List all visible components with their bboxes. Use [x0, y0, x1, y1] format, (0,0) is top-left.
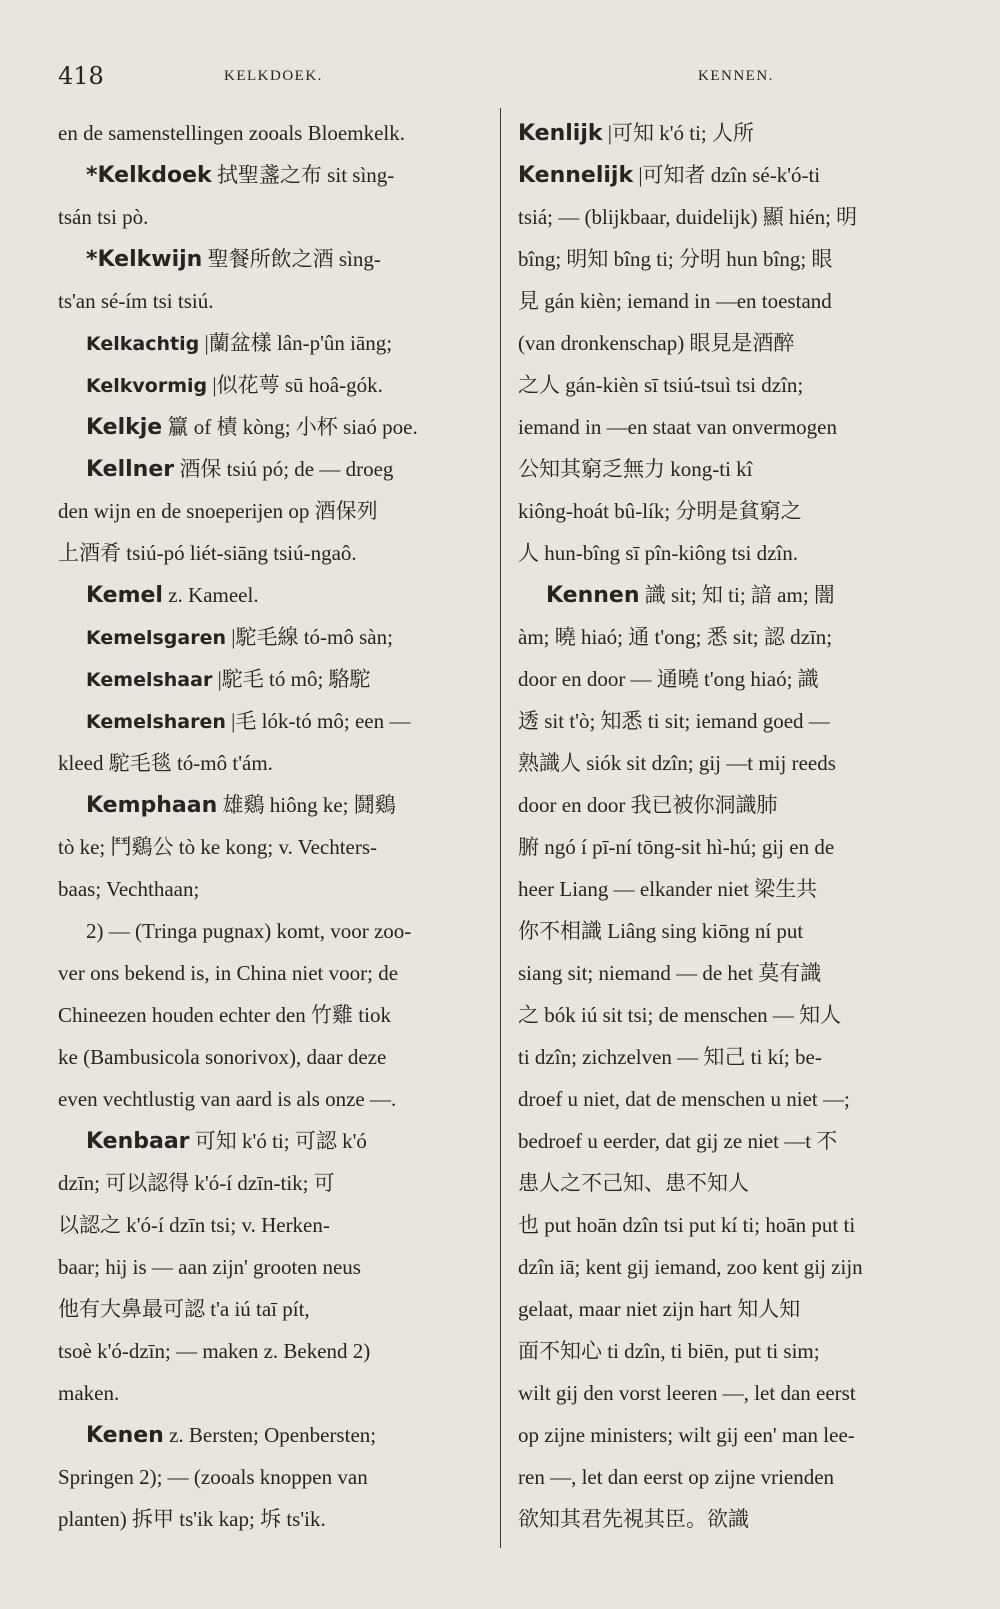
right-column-line: [518, 742, 958, 784]
left-column-line: [58, 1204, 498, 1246]
headword: Kemelsharen: [86, 711, 226, 733]
left-column-line: [58, 364, 498, 406]
entry-text: 聖餐所飲之酒 sìng-: [207, 247, 381, 271]
left-column-line: [58, 868, 498, 910]
right-column-line: [518, 1036, 958, 1078]
left-column-line: [58, 196, 498, 238]
right-column-line: [518, 322, 958, 364]
headword: Kemelshaar: [86, 669, 213, 691]
entry-text: Springen 2); — (zooals knoppen van: [58, 1465, 368, 1489]
right-column-line: [518, 1288, 958, 1330]
right-column-line: [518, 1120, 958, 1162]
running-head-left: KELKDOEK.: [224, 68, 323, 84]
left-column-line: [58, 406, 498, 448]
entry-text: |駝毛線 tó-mô sàn;: [231, 625, 393, 649]
left-column: [58, 112, 498, 1540]
entry-text: z. Kameel.: [168, 583, 259, 607]
left-column-line: [58, 1036, 498, 1078]
left-column-line: [58, 322, 498, 364]
entry-text: siang sit; niemand — de het 莫有識: [518, 961, 822, 985]
left-column-line: [58, 700, 498, 742]
entry-text: 透 sit t'ò; 知悉 ti sit; iemand goed —: [518, 709, 830, 733]
left-column-line: [58, 1414, 498, 1456]
right-column-line: [518, 112, 958, 154]
left-column-line: [58, 112, 498, 154]
right-column-line: [518, 1078, 958, 1120]
entry-text: 上酒肴 tsiú-pó liét-siāng tsiú-ngaô.: [58, 541, 357, 565]
entry-text: gelaat, maar niet zijn hart 知人知: [518, 1297, 801, 1321]
headword: Kenen: [86, 1423, 164, 1448]
headword: *Kelkwijn: [86, 247, 203, 272]
right-column-line: [518, 490, 958, 532]
entry-text: baas; Vechthaan;: [58, 877, 200, 901]
left-column-line: [58, 1078, 498, 1120]
right-column-line: [518, 1498, 958, 1540]
right-column-line: [518, 1456, 958, 1498]
entry-text: 腑 ngó í pī-ní tōng-sit hì-hú; gij en de: [518, 835, 835, 859]
left-column-line: [58, 616, 498, 658]
entry-text: en de samenstellingen zooals Bloemkelk.: [58, 121, 405, 145]
headword: Kelkachtig: [86, 333, 200, 355]
entry-text: op zijne ministers; wilt gij een' man lee-: [518, 1423, 855, 1447]
right-column-line: [518, 280, 958, 322]
right-column-line: [518, 658, 958, 700]
left-column-line: [58, 784, 498, 826]
right-column-line: [518, 364, 958, 406]
entry-text: 酒保 tsiú pó; de — droeg: [179, 457, 394, 481]
right-column-line: [518, 616, 958, 658]
entry-text: planten) 拆甲 ts'ik kap; 坼 ts'ik.: [58, 1507, 326, 1531]
entry-text: |可知 k'ó ti; 人所: [607, 121, 754, 145]
entry-text: even vechtlustig van aard is als onze —.: [58, 1087, 397, 1111]
left-column-line: [58, 952, 498, 994]
right-column: [518, 112, 958, 1540]
right-column-line: [518, 826, 958, 868]
entry-text: 你不相識 Liâng sing kiōng ní put: [518, 919, 804, 943]
entry-text: maken.: [58, 1381, 120, 1405]
right-column-line: [518, 910, 958, 952]
entry-text: door en door 我已被你洞識肺: [518, 793, 778, 817]
left-column-line: [58, 1120, 498, 1162]
right-column-line: [518, 406, 958, 448]
entry-text: |蘭盆樣 lân-p'ûn iāng;: [204, 331, 393, 355]
headword: *Kelkdoek: [86, 163, 212, 188]
entry-text: tò ke; 鬥鷄公 tò ke kong; v. Vechters-: [58, 835, 378, 859]
entry-text: 可知 k'ó ti; 可認 k'ó: [194, 1129, 367, 1153]
page-number: 418: [58, 62, 104, 90]
entry-text: àm; 曉 hiaó; 通 t'ong; 悉 sit; 認 dzīn;: [518, 625, 833, 649]
entry-text: heer Liang — elkander niet 梁生共: [518, 877, 818, 901]
right-column-line: [518, 154, 958, 196]
headword: Kemphaan: [86, 793, 218, 818]
right-column-line: [518, 784, 958, 826]
headword: Kemelsgaren: [86, 627, 226, 649]
left-column-line: [58, 994, 498, 1036]
entry-text: ren —, let dan eerst op zijne vrienden: [518, 1465, 835, 1489]
left-column-line: [58, 280, 498, 322]
left-column-line: [58, 1288, 498, 1330]
entry-text: 識 sit; 知 ti; 諳 am; 闇: [644, 583, 835, 607]
entry-text: door en door — 通曉 t'ong hiaó; 識: [518, 667, 819, 691]
entry-text: iemand in —en staat van onvermogen: [518, 415, 837, 439]
entry-text: 見 gán kièn; iemand in —en toestand: [518, 289, 832, 313]
left-column-line: [58, 1162, 498, 1204]
right-column-line: [518, 1162, 958, 1204]
entry-text: |駝毛 tó mô; 駱駝: [217, 667, 371, 691]
running-head-right: KENNEN.: [698, 68, 774, 84]
entry-text: kleed 駝毛毯 tó-mô t'ám.: [58, 751, 273, 775]
entry-text: kiông-hoát bû-lík; 分明是貧窮之: [518, 499, 802, 523]
right-column-line: [518, 448, 958, 490]
entry-text: ti dzîn; zichzelven — 知己 ti kí; be-: [518, 1045, 822, 1069]
entry-text: z. Bersten; Openbersten;: [169, 1423, 377, 1447]
left-column-line: [58, 1372, 498, 1414]
left-column-line: [58, 574, 498, 616]
entry-text: 也 put hoān dzîn tsi put kí ti; hoān put ti: [518, 1213, 856, 1237]
right-column-line: [518, 994, 958, 1036]
entry-text: 熟識人 siók sit dzîn; gij —t mij reeds: [518, 751, 836, 775]
entry-text: dzîn iā; kent gij iemand, zoo kent gij zijn: [518, 1255, 863, 1279]
headword: Kelkvormig: [86, 375, 208, 397]
column-rule: [500, 108, 501, 1548]
entry-text: tsán tsi pò.: [58, 205, 149, 229]
entry-text: droef u niet, dat de menschen u niet —;: [518, 1087, 850, 1111]
entry-text: 以認之 k'ó-í dzīn tsi; v. Herken-: [58, 1213, 330, 1237]
left-column-line: [58, 1330, 498, 1372]
left-column-line: [58, 1498, 498, 1540]
entry-text: |可知者 dzîn sé-k'ó-ti: [638, 163, 821, 187]
entry-text: |毛 lók-tó mô; een —: [231, 709, 411, 733]
left-column-line: [58, 826, 498, 868]
entry-text: ke (Bambusicola sonorivox), daar deze: [58, 1045, 387, 1069]
entry-text: ts'an sé-ím tsi tsiú.: [58, 289, 214, 313]
right-column-line: [518, 574, 958, 616]
entry-text: 之人 gán-kièn sī tsiú-tsuì tsi dzîn;: [518, 373, 804, 397]
entry-text: 籯 of 樍 kòng; 小杯 siaó poe.: [167, 415, 418, 439]
entry-text: 雄鷄 hiông ke; 鬪鷄: [222, 793, 396, 817]
entry-text: tsoè k'ó-dzīn; — maken z. Bekend 2): [58, 1339, 371, 1363]
headword: Kemel: [86, 583, 163, 608]
right-column-line: [518, 1372, 958, 1414]
entry-text: (van dronkenschap) 眼見是酒醉: [518, 331, 795, 355]
right-column-line: [518, 700, 958, 742]
entry-text: 2) — (Tringa pugnax) komt, voor zoo-: [86, 919, 412, 943]
right-column-line: [518, 868, 958, 910]
right-column-line: [518, 1246, 958, 1288]
right-column-line: [518, 1204, 958, 1246]
left-column-line: [58, 742, 498, 784]
headword: Kennen: [546, 583, 640, 608]
entry-text: ver ons bekend is, in China niet voor; de: [58, 961, 399, 985]
left-column-line: [58, 154, 498, 196]
right-column-line: [518, 532, 958, 574]
left-column-line: [58, 532, 498, 574]
entry-text: den wijn en de snoeperijen op 酒保列: [58, 499, 378, 523]
headword: Kenbaar: [86, 1129, 190, 1154]
left-column-line: [58, 1246, 498, 1288]
headword: Kelkje: [86, 415, 163, 440]
left-column-line: [58, 490, 498, 532]
left-column-line: [58, 238, 498, 280]
entry-text: Chineezen houden echter den 竹雞 tiok: [58, 1003, 391, 1027]
entry-text: 患人之不己知、患不知人: [518, 1171, 749, 1195]
entry-text: baar; hij is — aan zijn' grooten neus: [58, 1255, 361, 1279]
right-column-line: [518, 952, 958, 994]
headword: Kenlijk: [518, 121, 603, 146]
entry-text: 拭聖盞之布 sit sìng-: [216, 163, 395, 187]
entry-text: dzīn; 可以認得 k'ó-í dzīn-tik; 可: [58, 1171, 335, 1195]
left-column-line: [58, 448, 498, 490]
entry-text: bedroef u eerder, dat gij ze niet —t 不: [518, 1129, 838, 1153]
right-column-line: [518, 238, 958, 280]
entry-text: bîng; 明知 bîng ti; 分明 hun bîng; 眼: [518, 247, 833, 271]
right-column-line: [518, 1330, 958, 1372]
left-column-line: [58, 1456, 498, 1498]
headword: Kennelijk: [518, 163, 634, 188]
entry-text: |似花萼 sū hoâ-gók.: [212, 373, 383, 397]
entry-text: 公知其窮乏無力 kong-ti kî: [518, 457, 753, 481]
entry-text: 他有大鼻最可認 t'a iú taī pít,: [58, 1297, 310, 1321]
right-column-line: [518, 196, 958, 238]
headword: Kellner: [86, 457, 175, 482]
entry-text: 人 hun-bîng sī pîn-kiông tsi dzîn.: [518, 541, 798, 565]
entry-text: 欲知其君先視其臣。欲識: [518, 1507, 749, 1531]
entry-text: 面不知心 ti dzîn, ti biēn, put ti sim;: [518, 1339, 820, 1363]
right-column-line: [518, 1414, 958, 1456]
left-column-line: [58, 658, 498, 700]
left-column-line: [58, 910, 498, 952]
entry-text: wilt gij den vorst leeren —, let dan eerst: [518, 1381, 856, 1405]
entry-text: tsiá; — (blijkbaar, duidelijk) 顯 hién; 明: [518, 205, 858, 229]
entry-text: 之 bók iú sit tsi; de menschen — 知人: [518, 1003, 842, 1027]
